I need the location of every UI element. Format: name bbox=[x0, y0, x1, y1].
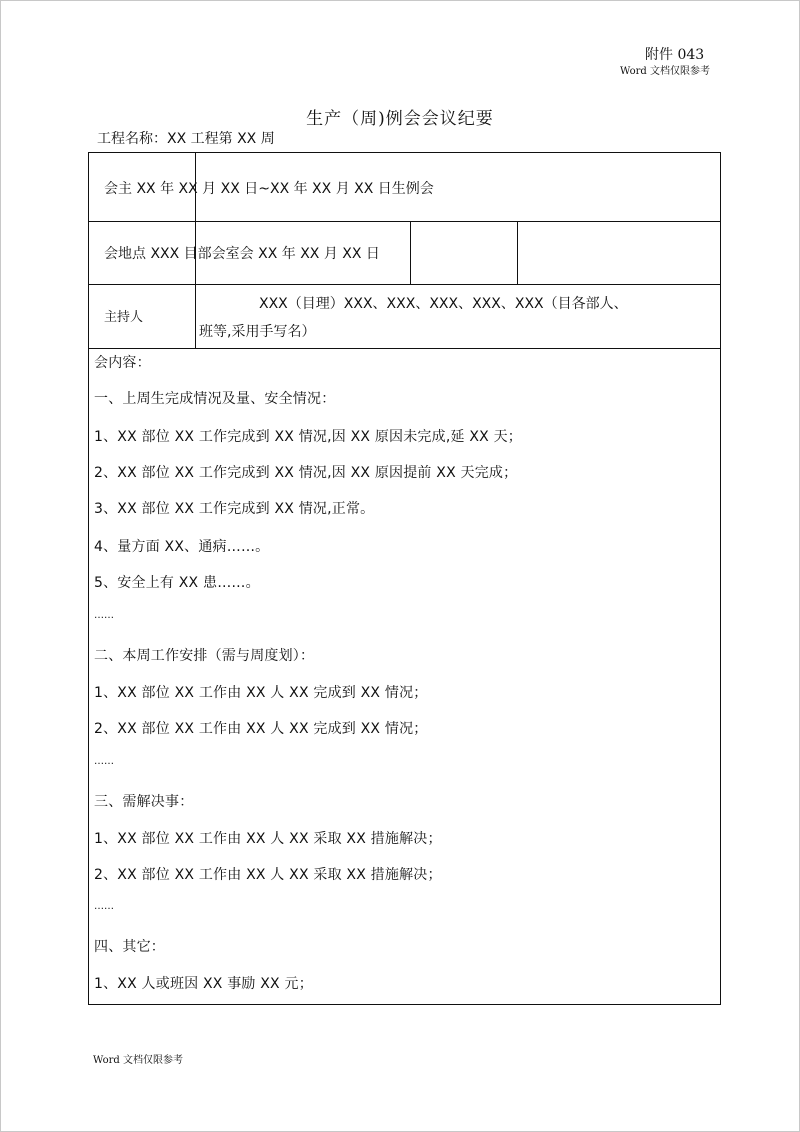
list-item: 2、XX 部位 XX 工作由 XX 人 XX 采取 XX 措施解决； bbox=[94, 867, 442, 883]
attachment-number: 附件 043 bbox=[645, 47, 705, 63]
list-item: 2、XX 部位 XX 工作完成到 XX 情况,因 XX 原因提前 XX 天完成； bbox=[94, 465, 518, 481]
list-item: 2、XX 部位 XX 工作由 XX 人 XX 完成到 XX 情况； bbox=[94, 721, 428, 737]
meeting-period: 会主 XX 年 XX 月 XX 日~XX 年 XX 月 XX 日生例会 bbox=[104, 181, 434, 197]
host-attendees-line2: 班等,采用手写名） bbox=[199, 324, 316, 340]
ellipsis: …… bbox=[94, 756, 114, 767]
host-label: 主持人 bbox=[104, 310, 144, 325]
column-divider bbox=[517, 221, 518, 284]
row-divider bbox=[89, 221, 720, 222]
column-divider bbox=[410, 221, 411, 284]
list-item: 3、XX 部位 XX 工作完成到 XX 情况,正常。 bbox=[94, 501, 375, 517]
footer-note: Word 文档仅限参考 bbox=[93, 1055, 183, 1066]
list-item: 1、XX 部位 XX 工作完成到 XX 情况,因 XX 原因未完成,延 XX 天； bbox=[94, 429, 522, 445]
list-item: 1、XX 人或班因 XX 事励 XX 元； bbox=[94, 976, 313, 992]
meeting-location-date: 会地点 XXX 目部会室会 XX 年 XX 月 XX 日 bbox=[104, 246, 380, 262]
row-divider bbox=[89, 284, 720, 285]
row-divider bbox=[89, 348, 720, 349]
list-item: 4、量方面 XX、通病……。 bbox=[94, 539, 270, 555]
host-attendees-line1: XXX（目理）XXX、XXX、XXX、XXX、XXX（目各部人、 bbox=[259, 296, 628, 312]
section-2-title: 二、本周工作安排（需与周度划）： bbox=[94, 648, 315, 664]
list-item: 1、XX 部位 XX 工作由 XX 人 XX 完成到 XX 情况； bbox=[94, 685, 428, 701]
section-4-title: 四、其它： bbox=[94, 939, 165, 955]
section-1-title: 一、上周生完成情况及量、安全情况： bbox=[94, 391, 336, 407]
minutes-table bbox=[88, 152, 721, 1005]
ellipsis: …… bbox=[94, 610, 114, 621]
header-note: Word 文档仅限参考 bbox=[620, 66, 710, 77]
list-item: 1、XX 部位 XX 工作由 XX 人 XX 采取 XX 措施解决； bbox=[94, 831, 442, 847]
content-heading: 会内容： bbox=[94, 355, 151, 371]
section-3-title: 三、需解决事： bbox=[94, 794, 194, 810]
list-item: 5、安全上有 XX 患……。 bbox=[94, 575, 260, 591]
project-name: 工程名称：XX 工程第 XX 周 bbox=[97, 131, 275, 147]
ellipsis: …… bbox=[94, 901, 114, 912]
document-title: 生产（周)例会会议纪要 bbox=[306, 109, 494, 129]
